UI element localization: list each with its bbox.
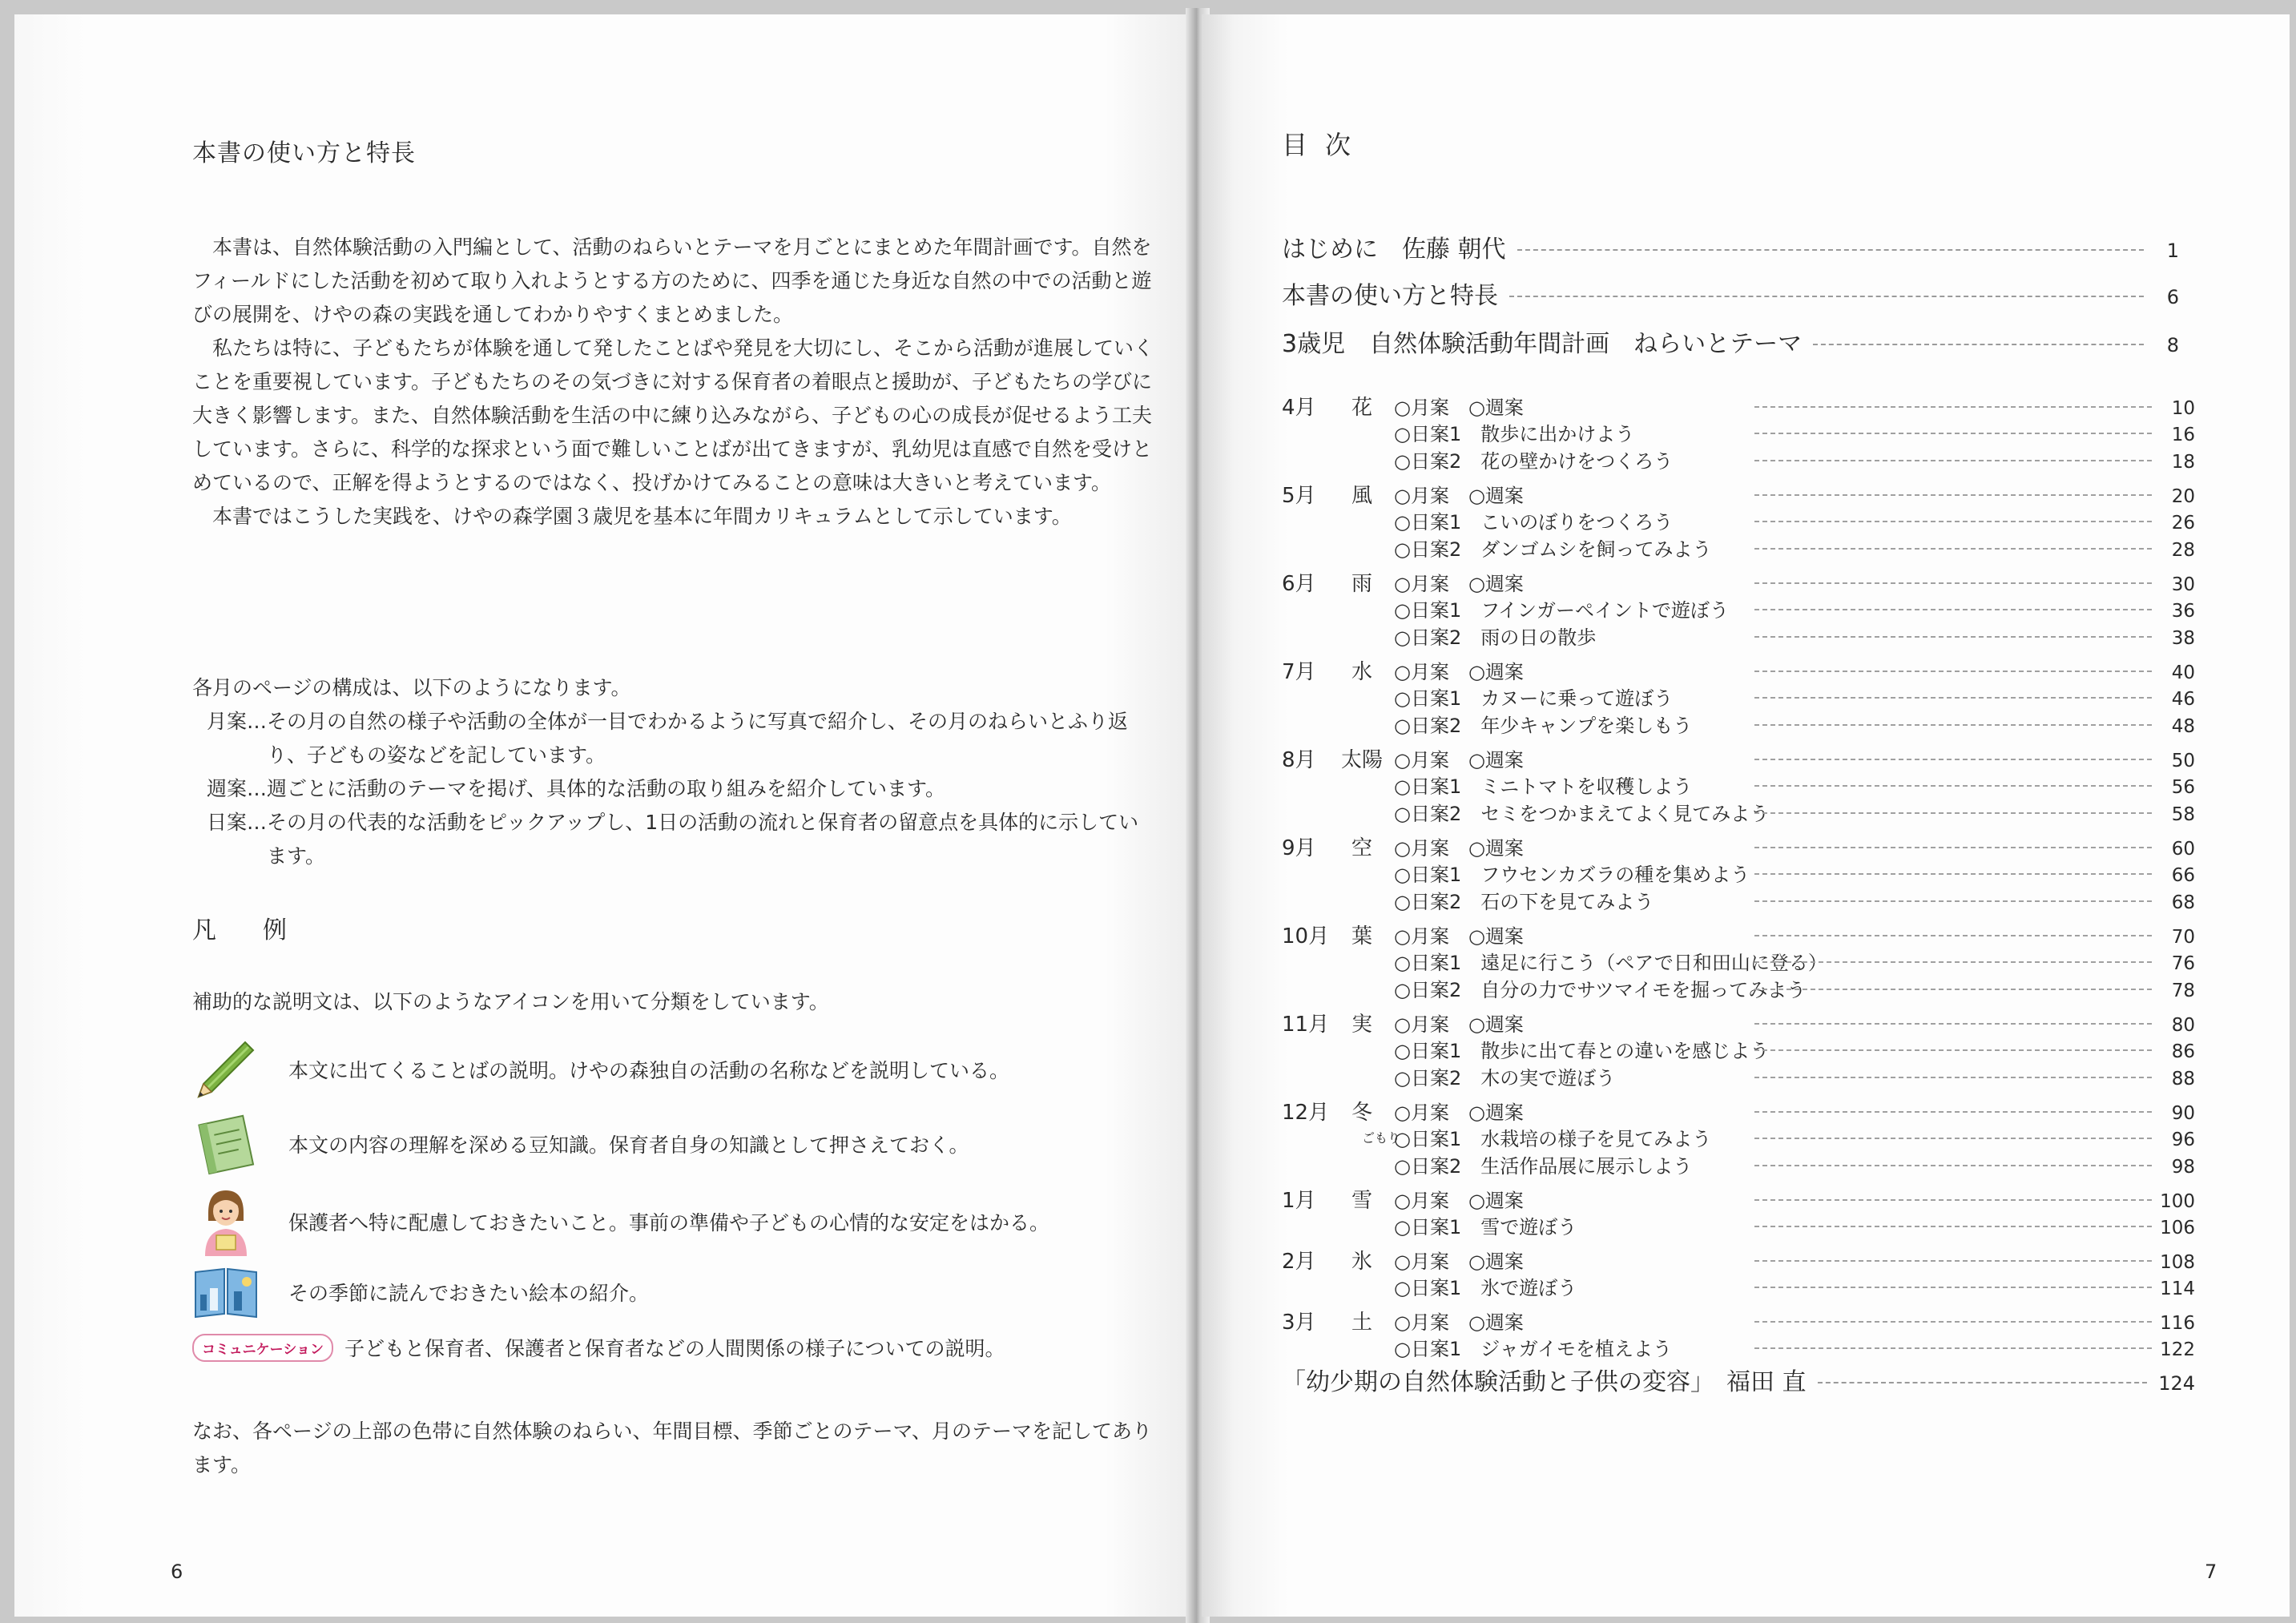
structure-label: 月案… [207, 710, 268, 733]
toc-entry [1282, 1123, 2195, 1150]
toc-entry [1282, 771, 2195, 798]
leader-dots [1754, 1347, 2152, 1349]
toc-month: 3月 [1282, 1311, 1316, 1335]
leader-dots [1754, 1138, 2152, 1139]
leader-dots [1754, 521, 2152, 522]
leader-dots [1754, 900, 2152, 902]
toc-major-entry [1282, 324, 2179, 359]
toc-entry [1282, 1062, 2195, 1089]
toc-entry [1282, 534, 2195, 561]
toc-entry-title: ○日案2 石の下を見てみよう [1394, 891, 1654, 913]
toc-entry [1282, 1211, 2195, 1238]
leader-dots [1754, 582, 2152, 584]
toc-entry-title: ○日案1 ミニトマトを収穫しよう [1394, 775, 1693, 798]
toc-entry-title: ○月案 ○週案 [1394, 749, 1524, 771]
toc-month-group [1282, 920, 2195, 1001]
toc-major-entry [1282, 276, 2179, 311]
toc-theme: 空 [1351, 836, 1372, 860]
toc-page: 20 [2171, 486, 2195, 507]
toc-entry [1282, 479, 2195, 506]
toc-page: 16 [2171, 425, 2195, 445]
toc-entry-title: ○月案 ○週案 [1394, 661, 1524, 683]
leader-dots [1754, 609, 2152, 610]
toc-entry-title: ○日案2 セミをつかまえてよく見てみよう [1394, 803, 1770, 825]
leader-dots [1754, 548, 2152, 550]
leader-dots [1517, 249, 2144, 251]
legend-text: その季節に読んでおきたい絵本の紹介。 [288, 1282, 650, 1305]
toc-page: 90 [2171, 1103, 2195, 1124]
toc-entry-title: ○月案 ○週案 [1394, 1013, 1524, 1036]
toc-page: 26 [2171, 513, 2195, 534]
toc-entry [1282, 1184, 2195, 1211]
toc-entry-title: ○月案 ○週案 [1394, 1250, 1524, 1273]
leader-dots [1754, 935, 2152, 936]
toc-entry-title: ○月案 ○週案 [1394, 925, 1524, 948]
leader-dots [1754, 1111, 2152, 1113]
toc-page: 98 [2171, 1157, 2195, 1178]
toc-entry [1282, 1150, 2195, 1178]
intro-paragraph: 私たちは特に、子どもたちが体験を通して発したことばや発見を大切にし、そこから活動が進展していくことを重要視しています。子どもたちのその気づきに対する保育者の着眼点と援助が、子どもたちの学びに大きく影響します。また、自然体験活動を生活の中に練り込みながら、子どもの心の成長が促せるよう工夫しています。さらに、科学的な探求という面で難しいことばが出てきますが、乳幼児は直感で自然を受けとめているので、正解を得ようとするのではなく、投げかけてみることの意味は大きいと考えています。 [192, 336, 1154, 494]
toc-month-group [1282, 1184, 2195, 1238]
toc-major-title: 3歳児 自然体験活動年間計画 ねらいとテーマ [1282, 330, 1803, 358]
toc-entry-title: ○日案2 年少キャンプを楽しもう [1394, 715, 1693, 737]
toc-entry [1282, 832, 2195, 859]
toc-entry-title: ○日案1 散歩に出て春との違いを感じよう [1394, 1040, 1770, 1062]
caregiver-icon [192, 1186, 288, 1258]
left-page [14, 14, 1200, 1617]
toc-page: 30 [2171, 574, 2195, 595]
toc-entry [1282, 1306, 2195, 1333]
toc-entry-title: ○月案 ○週案 [1394, 1101, 1524, 1124]
toc-entry [1282, 445, 2195, 473]
toc-entry-title: ○日案1 ジャガイモを植えよう [1394, 1338, 1673, 1360]
toc-entry [1282, 655, 2195, 683]
toc-entry [1282, 418, 2195, 445]
toc-page: 18 [2171, 452, 2195, 473]
toc-major-title: はじめに 佐藤 朝代 [1282, 236, 1506, 264]
leader-dots [1754, 697, 2152, 699]
right-page [1202, 14, 2290, 1617]
notebook-icon [192, 1110, 288, 1178]
toc-page: 28 [2171, 540, 2195, 561]
toc-page: 106 [2160, 1218, 2195, 1238]
toc-page: 46 [2171, 689, 2195, 710]
structure-intro: 各月のページの構成は、以下のようになります。 [192, 676, 631, 699]
toc-entry [1282, 1272, 2195, 1299]
toc-page: 124 [2158, 1372, 2195, 1395]
toc-entry [1282, 710, 2195, 737]
toc-page: 100 [2160, 1191, 2195, 1212]
toc-page: 80 [2171, 1015, 2195, 1036]
toc-entry [1282, 506, 2195, 534]
leader-dots [1754, 1226, 2152, 1227]
toc-month-group [1282, 1306, 2195, 1360]
toc-entry [1282, 886, 2195, 913]
toc-page: 6 [2166, 286, 2179, 308]
toc-month-group [1282, 655, 2195, 737]
legend-item [192, 1333, 1194, 1362]
legend-intro: 補助的な説明文は、以下のようなアイコンを用いて分類をしています。 [192, 990, 829, 1013]
toc-entry [1282, 622, 2195, 649]
toc-page: 10 [2171, 398, 2195, 419]
legend-item [192, 1036, 1194, 1103]
toc-theme: 実 [1351, 1013, 1372, 1037]
toc-month-group [1282, 567, 2195, 649]
structure-section [192, 671, 1154, 873]
toc-month: 1月 [1282, 1189, 1316, 1213]
toc-entry [1282, 683, 2195, 710]
structure-text: 週ごとに活動のテーマを掲げ、具体的な活動の取り組みを紹介しています。 [267, 777, 946, 800]
intro-paragraph: 本書は、自然体験活動の入門編として、活動のねらいとテーマを月ごとにまとめた年間計画です。自然をフィールドにした活動を初めて取り入れようとする方のために、四季を通じた身近な自然の中での活動と遊びの展開を、けやの森の実践を通してわかりやすくまとめました。 [192, 236, 1152, 326]
toc-entry-title: ○日案1 雪で遊ぼう [1394, 1216, 1577, 1238]
toc-theme: 水 [1351, 660, 1372, 684]
pencil-icon [192, 1036, 288, 1103]
toc-page: 76 [2171, 953, 2195, 974]
toc-entry [1282, 920, 2195, 947]
toc-entry-title: ○月案 ○週案 [1394, 1311, 1524, 1334]
toc-entry-title: ○日案1 カヌーに乗って遊ぼう [1394, 687, 1674, 710]
toc-entry [1282, 1035, 2195, 1062]
toc-page: 1 [2166, 240, 2179, 262]
structure-label: 日案… [207, 811, 268, 834]
toc-page: 38 [2171, 628, 2195, 649]
toc-page: 70 [2171, 927, 2195, 948]
toc-month: 11月 [1282, 1013, 1330, 1037]
toc-entry [1282, 859, 2195, 886]
leader-dots [1754, 1199, 2152, 1201]
toc-page: 56 [2171, 777, 2195, 798]
intro-text [192, 231, 1154, 534]
toc-entry [1282, 391, 2195, 418]
toc-entry-title: ○月案 ○週案 [1394, 397, 1524, 419]
leader-dots [1754, 847, 2152, 848]
toc-closing-entry [1282, 1362, 2195, 1397]
leader-dots [1754, 812, 2152, 814]
toc-entry-title: ○月案 ○週案 [1394, 1190, 1524, 1212]
legend-text: 保護者へ特に配慮しておきたいこと。事前の準備や子どもの心情的な安定をはかる。 [288, 1211, 1050, 1234]
toc-month: 12月 [1282, 1101, 1330, 1125]
toc-month: 4月 [1282, 396, 1316, 420]
toc-theme: 太陽 [1340, 748, 1383, 772]
communication-badge-wrap [192, 1334, 344, 1362]
leader-dots [1754, 873, 2152, 875]
toc-month: 6月 [1282, 572, 1316, 596]
toc-theme: 土 [1351, 1311, 1372, 1335]
toc-entry-title: ○月案 ○週案 [1394, 485, 1524, 507]
toc-major-title: 本書の使い方と特長 [1282, 282, 1498, 310]
toc-entry-title: ○日案2 生活作品展に展示しよう [1394, 1155, 1693, 1178]
toc-title: 目次 [1282, 130, 1369, 160]
leader-dots [1754, 785, 2152, 787]
toc-month-group [1282, 479, 2195, 561]
leader-dots [1509, 296, 2144, 297]
structure-text: その月の代表的な活動をピックアップし、1日の活動の流れと保育者の留意点を具体的に示しています。 [267, 811, 1139, 868]
toc-page: 58 [2171, 804, 2195, 825]
toc-entry [1282, 974, 2195, 1001]
toc-entry-title: ○日案2 花の壁かけをつくろう [1394, 450, 1674, 473]
toc-entry [1282, 947, 2195, 974]
toc-month-group [1282, 1245, 2195, 1299]
toc-month-group [1282, 832, 2195, 913]
toc-entry-title: ○日案2 自分の力でサツマイモを掘ってみよう [1394, 979, 1807, 1001]
toc-page: 116 [2160, 1313, 2195, 1334]
leader-dots [1754, 636, 2152, 638]
leader-dots [1754, 406, 2152, 408]
legend-item [192, 1110, 1194, 1178]
leader-dots [1754, 1165, 2152, 1166]
toc-entry-title: ○日案2 ダンゴムシを飼ってみよう [1394, 538, 1712, 561]
toc-theme: 葉 [1351, 924, 1372, 948]
leader-dots [1818, 1382, 2148, 1383]
toc-entry-title: ○日案1 フウセンカズラの種を集めよう [1394, 864, 1750, 886]
toc-entry-title: ○日案1 こいのぼりをつくろう [1394, 511, 1674, 534]
toc-page: 50 [2171, 751, 2195, 771]
page-number: 6 [171, 1561, 183, 1583]
toc-month-group [1282, 1096, 2195, 1178]
toc-entry [1282, 594, 2195, 622]
toc-month: 7月 [1282, 660, 1316, 684]
leader-dots [1754, 433, 2152, 434]
leader-dots [1754, 1321, 2152, 1323]
structure-item [192, 806, 1154, 873]
toc-page: 86 [2171, 1041, 2195, 1062]
toc-entry [1282, 798, 2195, 825]
toc-major-title: 「幼少期の自然体験活動と子供の変容」 福田 直 [1282, 1368, 1807, 1396]
toc-theme: 花 [1351, 396, 1372, 420]
toc-month: 10月 [1282, 924, 1330, 948]
toc-page: 68 [2171, 892, 2195, 913]
toc-page: 66 [2171, 865, 2195, 886]
section-title: 本書の使い方と特長 [192, 139, 416, 167]
leader-dots [1754, 460, 2152, 461]
toc-entry-title: ○月案 ○週案 [1394, 837, 1524, 860]
legend-text: 子どもと保育者、保護者と保育者などの人間関係の様子についての説明。 [344, 1337, 1005, 1360]
toc-month-group [1282, 1008, 2195, 1089]
toc-month-list [1282, 391, 2195, 1367]
toc-page: 88 [2171, 1069, 2195, 1089]
toc-entry [1282, 567, 2195, 594]
leader-dots [1813, 344, 2144, 345]
toc-page: 96 [2171, 1130, 2195, 1150]
toc-page: 122 [2160, 1339, 2195, 1360]
leader-dots [1754, 1077, 2152, 1078]
toc-entry-title: ○日案1 水栽培の様子を見てみよう [1394, 1128, 1712, 1150]
legend-text: 本文の内容の理解を深める豆知識。保育者自身の知識として押さえておく。 [288, 1134, 969, 1157]
leader-dots [1754, 1260, 2152, 1262]
toc-page: 36 [2171, 601, 2195, 622]
toc-theme: 雪 [1351, 1189, 1372, 1213]
toc-theme: 雨 [1351, 572, 1372, 596]
legend-text: 本文に出てくることばの説明。けやの森独自の活動の名称などを説明している。 [288, 1059, 1010, 1082]
leader-dots [1754, 724, 2152, 726]
toc-month: 8月 [1282, 748, 1316, 772]
toc-entry-title: ○日案1 氷で遊ぼう [1394, 1277, 1577, 1299]
toc-theme: 風 [1351, 484, 1372, 508]
toc-entry-title: ○日案2 木の実で遊ぼう [1394, 1067, 1616, 1089]
legend-item [192, 1186, 1194, 1258]
toc-entry-title: ○日案1 遠足に行こう（ペアで日和田山に登る） [1394, 952, 1827, 974]
leader-dots [1754, 1023, 2152, 1025]
toc-page: 40 [2171, 662, 2195, 683]
structure-text: その月の自然の様子や活動の全体が一目でわかるように写真で紹介し、その月のねらいとふり返り、子どもの姿などを記しています。 [267, 710, 1129, 767]
toc-page: 8 [2166, 334, 2179, 356]
leader-dots [1754, 759, 2152, 760]
toc-month: 9月 [1282, 836, 1316, 860]
structure-item [192, 772, 1154, 806]
toc-major-entry [1282, 229, 2179, 264]
leader-dots [1754, 1049, 2152, 1051]
toc-page: 48 [2171, 716, 2195, 737]
picture-book-icon [192, 1264, 288, 1320]
toc-entry-title: ○月案 ○週案 [1394, 573, 1524, 595]
leader-dots [1754, 989, 2152, 990]
toc-entry [1282, 1333, 2195, 1360]
leader-dots [1754, 1287, 2152, 1288]
toc-page: 60 [2171, 839, 2195, 860]
leader-dots [1754, 961, 2152, 963]
legend-title: 凡 例 [192, 916, 298, 944]
structure-label: 週案… [207, 777, 268, 800]
note-text: なお、各ページの上部の色帯に自然体験のねらい、年間目標、季節ごとのテーマ、月のテーマを記してあります。 [192, 1420, 1153, 1476]
toc-month-group [1282, 391, 2195, 473]
toc-page: 108 [2160, 1252, 2195, 1273]
toc-theme: 冬 [1351, 1101, 1372, 1125]
toc-entry [1282, 1096, 2195, 1123]
toc-entry-title: ○日案2 雨の日の散歩 [1394, 626, 1597, 649]
intro-paragraph: 本書ではこうした実践を、けやの森学園３歳児を基本に年間カリキュラムとして示しています。 [212, 505, 1072, 528]
structure-item [192, 705, 1154, 772]
toc-entry-title: ○日案1 フインガーペイントで遊ぼう [1394, 599, 1730, 622]
toc-page: 78 [2171, 981, 2195, 1001]
leader-dots [1754, 671, 2152, 672]
communication-badge: コミュニケーション [192, 1334, 333, 1362]
toc-month-group [1282, 743, 2195, 825]
page-number: 7 [2205, 1561, 2217, 1583]
toc-entry-title: ○日案1 散歩に出かけよう [1394, 423, 1635, 445]
toc-entry [1282, 1008, 2195, 1035]
toc-month: 2月 [1282, 1250, 1316, 1274]
toc-theme: 氷 [1351, 1250, 1372, 1274]
toc-theme-sub: ごもり [1362, 1130, 1401, 1146]
legend-item [192, 1264, 1194, 1320]
leader-dots [1754, 494, 2152, 496]
toc-page: 114 [2160, 1279, 2195, 1299]
toc-entry [1282, 1245, 2195, 1272]
toc-entry [1282, 743, 2195, 771]
toc-month: 5月 [1282, 484, 1316, 508]
